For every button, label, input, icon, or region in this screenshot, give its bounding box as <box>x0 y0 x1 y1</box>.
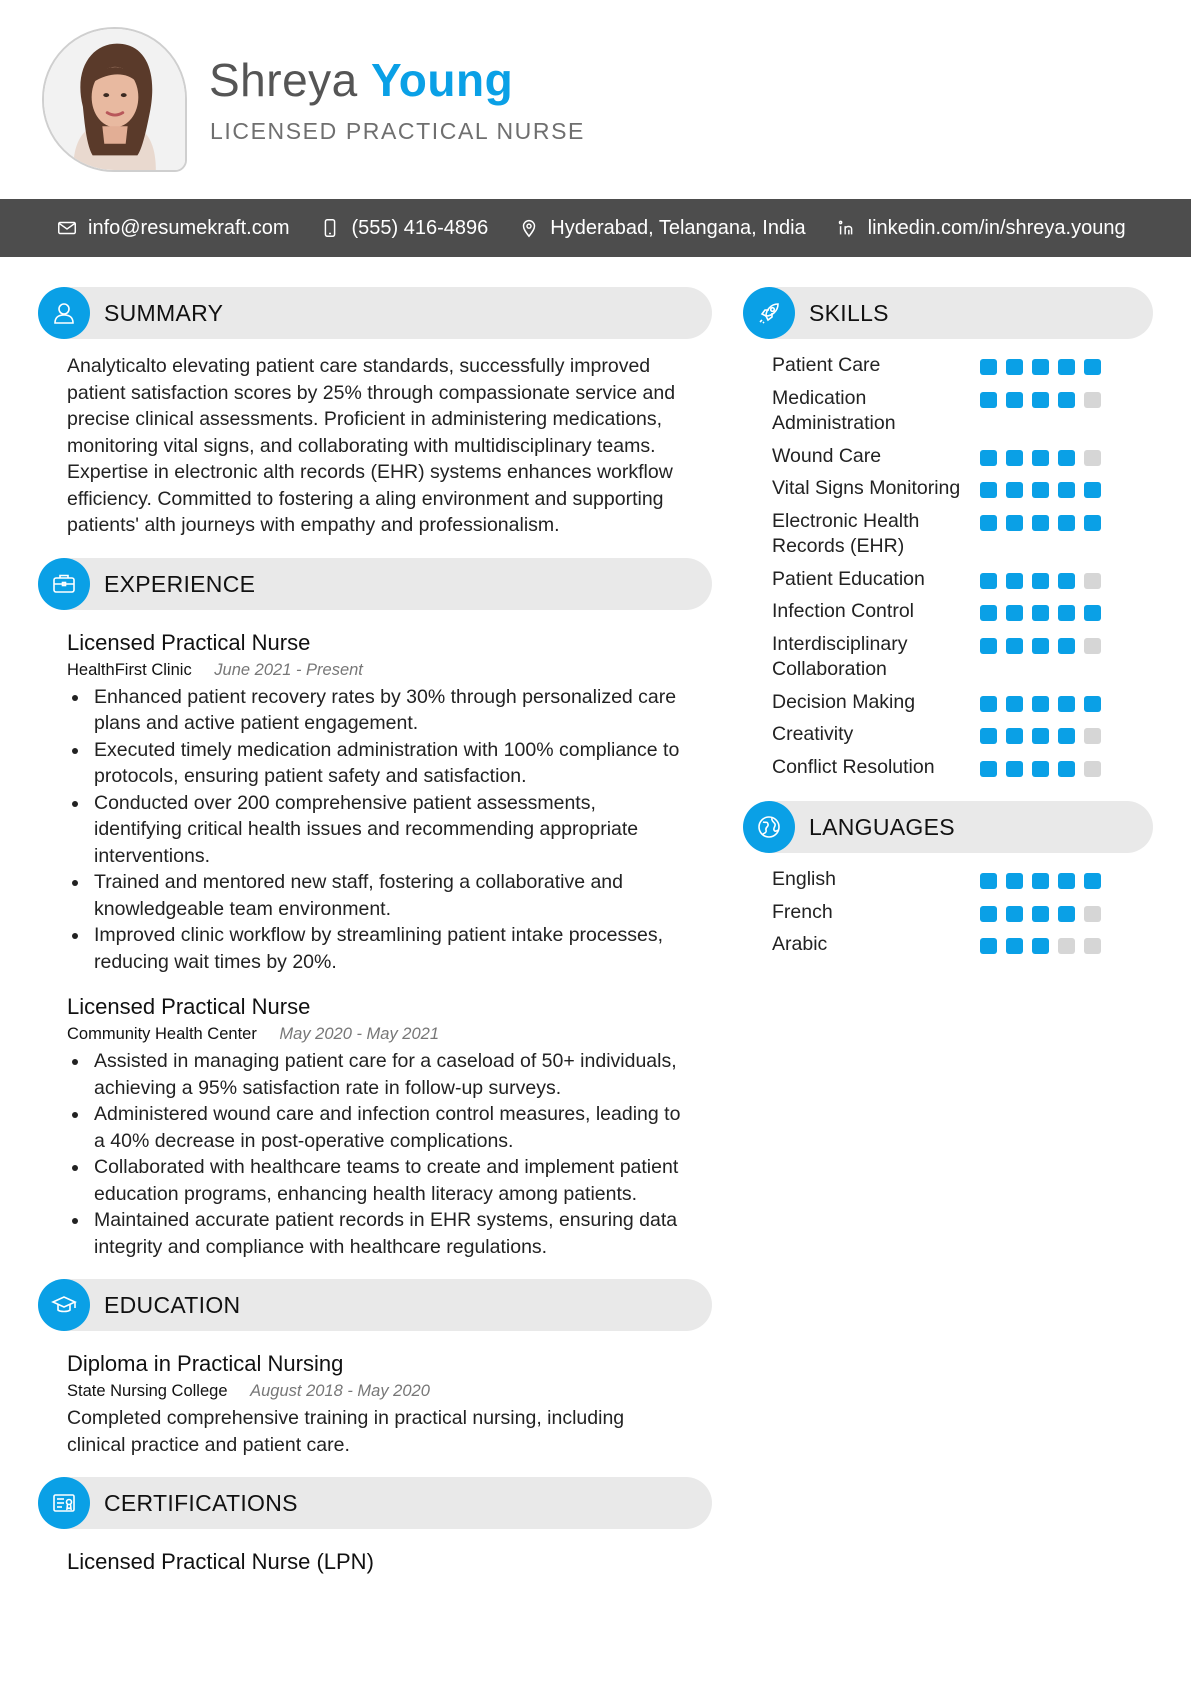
rating-dot-filled <box>1058 573 1075 589</box>
phone-icon <box>319 217 341 239</box>
skill-rating <box>980 690 1101 712</box>
rating-dot-filled <box>980 450 997 466</box>
language-name: Arabic <box>772 933 828 955</box>
profile-photo <box>42 27 187 172</box>
rating-dot-filled <box>1032 392 1049 408</box>
rating-dot-filled <box>1032 450 1049 466</box>
contact-phone[interactable] <box>319 217 488 240</box>
education-entry <box>67 1350 712 1458</box>
languages-list <box>772 867 1153 958</box>
job-bullet: Assisted in managing patient care for a caseload of 50+ individuals, achieving a 95% satisfaction rate in follow-up surveys. <box>67 1048 687 1101</box>
globe-icon <box>755 813 783 841</box>
languages-title: LANGUAGES <box>809 814 955 840</box>
skill-name: Vital Signs Monitoring <box>772 477 961 499</box>
skill-rating <box>980 444 1101 466</box>
skill-row <box>772 509 1153 560</box>
skill-row <box>772 599 1153 625</box>
contact-location <box>518 217 805 240</box>
rating-dot-filled <box>980 482 997 498</box>
job-meta <box>67 1023 712 1045</box>
experience-title: EXPERIENCE <box>104 570 256 597</box>
language-row <box>772 932 1153 958</box>
location-pin-icon <box>518 217 540 239</box>
rating-dot-empty <box>1084 392 1101 408</box>
rating-dot-filled <box>1006 515 1023 531</box>
certification-entry <box>67 1548 712 1576</box>
skill-row <box>772 632 1153 683</box>
rating-dot-filled <box>1032 638 1049 654</box>
job-bullet: Improved clinic workflow by streamlining patient intake processes, reducing wait times by 20%. <box>67 922 687 975</box>
phone-text: (555) 416-4896 <box>351 216 489 239</box>
education-title: EDUCATION <box>104 1292 241 1318</box>
job-title: Licensed Practical Nurse <box>67 994 311 1019</box>
skill-row <box>772 755 1153 781</box>
language-name: English <box>772 868 836 890</box>
linkedin-text: linkedin.com/in/shreya.young <box>867 216 1126 239</box>
rating-dot-filled <box>1058 450 1075 466</box>
language-rating <box>980 867 1101 889</box>
experience-heading <box>64 558 712 610</box>
job-bullets <box>67 1048 712 1260</box>
rating-dot-filled <box>1058 761 1075 777</box>
rating-dot-filled <box>1006 359 1023 375</box>
rating-dot-filled <box>1006 906 1023 922</box>
contact-email[interactable] <box>56 217 289 240</box>
rating-dot-filled <box>1006 873 1023 889</box>
resume-header <box>0 0 1191 199</box>
skill-rating <box>980 632 1101 654</box>
skill-rating <box>980 386 1101 408</box>
skill-rating <box>980 567 1101 589</box>
language-row <box>772 900 1153 926</box>
certificate-icon <box>50 1489 78 1517</box>
job-company: Community Health Center <box>67 1025 257 1043</box>
rating-dot-filled <box>1084 873 1101 889</box>
job-entry <box>67 993 712 1260</box>
email-text: info@resumekraft.com <box>88 216 290 239</box>
education-dates: August 2018 - May 2020 <box>250 1382 430 1400</box>
rating-dot-filled <box>1032 573 1049 589</box>
rating-dot-empty <box>1084 450 1101 466</box>
rating-dot-filled <box>1084 605 1101 621</box>
summary-heading <box>64 287 712 339</box>
rating-dot-filled <box>1058 605 1075 621</box>
skill-rating <box>980 353 1101 375</box>
skills-title: SKILLS <box>809 300 889 326</box>
briefcase-icon <box>50 570 78 598</box>
rating-dot-filled <box>1032 605 1049 621</box>
rating-dot-empty <box>1084 728 1101 744</box>
rating-dot-filled <box>980 515 997 531</box>
education-heading-badge <box>38 1279 90 1331</box>
rating-dot-filled <box>1058 728 1075 744</box>
skill-row <box>772 476 1153 502</box>
contact-bar <box>0 199 1191 257</box>
graduation-cap-icon <box>50 1291 78 1319</box>
last-name: Young <box>371 54 514 106</box>
education-meta <box>67 1380 712 1402</box>
skill-rating <box>980 599 1101 621</box>
rating-dot-filled <box>1006 761 1023 777</box>
skill-name: Wound Care <box>772 444 882 467</box>
rating-dot-filled <box>1006 573 1023 589</box>
summary-text: Analyticalto elevating patient care standards, successfully improved patient satisfaction scores by 25% through compassionate service and precise clinical assessments. Proficient in administering medications, monitoring vital signs, and collaborating with multidisciplinary teams. Expertise in electronic alth records (EHR) systems enhances workflow efficiency. Committed to fostering a aling environment and supporting patients' alth journeys with empathy and professionalism. <box>67 355 676 536</box>
job-bullet: Maintained accurate patient records in EHR systems, ensuring data integrity and compliance with healthcare regulations. <box>67 1207 687 1260</box>
language-rating <box>980 900 1101 922</box>
job-entry <box>67 629 712 976</box>
mail-icon <box>56 217 78 239</box>
skill-row <box>772 690 1153 716</box>
user-icon <box>50 299 78 327</box>
job-title: Licensed Practical Nurse <box>67 629 311 655</box>
job-bullet: Conducted over 200 comprehensive patient assessments, identifying critical health issues and recommending appropriate interventions. <box>67 790 687 870</box>
skill-name: Patient Education <box>772 567 925 590</box>
skill-row <box>772 722 1153 748</box>
rating-dot-filled <box>980 573 997 589</box>
certifications-title: CERTIFICATIONS <box>104 1490 298 1516</box>
language-name: French <box>772 900 833 923</box>
job-bullets <box>67 684 712 976</box>
rating-dot-filled <box>1032 728 1049 744</box>
rating-dot-filled <box>980 728 997 744</box>
job-meta <box>67 659 712 681</box>
rating-dot-filled <box>1006 728 1023 744</box>
certifications-heading-badge <box>38 1477 90 1529</box>
skill-row <box>772 567 1153 593</box>
job-bullet: Collaborated with healthcare teams to create and implement patient education programs, enhancing health literacy among patients. <box>67 1154 687 1207</box>
right-column <box>743 287 1153 965</box>
rating-dot-filled <box>1006 938 1023 954</box>
rating-dot-filled <box>1032 482 1049 498</box>
skill-rating <box>980 509 1101 531</box>
rating-dot-filled <box>1058 873 1075 889</box>
rating-dot-filled <box>980 605 997 621</box>
rating-dot-empty <box>1084 938 1101 954</box>
skill-name: Electronic Health Records (EHR) <box>772 509 920 557</box>
rating-dot-filled <box>1058 696 1075 712</box>
job-bullet: Administered wound care and infection control measures, leading to a 40% decrease in post-operative complications. <box>67 1101 687 1154</box>
skill-rating <box>980 476 1101 498</box>
rating-dot-filled <box>1006 482 1023 498</box>
skill-name: Conflict Resolution <box>772 755 935 778</box>
skill-row <box>772 353 1153 379</box>
skill-row <box>772 386 1153 437</box>
location-text: Hyderabad, Telangana, India <box>550 216 806 239</box>
skills-list <box>772 353 1153 780</box>
job-bullet: Enhanced patient recovery rates by 30% through personalized care plans and active patient engagement. <box>67 684 687 737</box>
rating-dot-filled <box>1032 906 1049 922</box>
rating-dot-filled <box>1084 359 1101 375</box>
rating-dot-filled <box>1006 392 1023 408</box>
rocket-icon <box>755 299 783 327</box>
rating-dot-filled <box>1058 515 1075 531</box>
rating-dot-filled <box>1032 761 1049 777</box>
candidate-title: LICENSED PRACTICAL NURSE <box>210 118 585 144</box>
rating-dot-filled <box>980 761 997 777</box>
rating-dot-filled <box>1084 515 1101 531</box>
rating-dot-filled <box>1058 906 1075 922</box>
job-bullet: Executed timely medication administration with 100% compliance to protocols, ensuring patient safety and satisfaction. <box>67 737 687 790</box>
linkedin-icon <box>836 217 858 239</box>
rating-dot-filled <box>1032 696 1049 712</box>
language-row <box>772 867 1153 893</box>
certifications-heading <box>64 1477 712 1529</box>
experience-heading-badge <box>38 558 90 610</box>
rating-dot-filled <box>1032 515 1049 531</box>
candidate-name <box>209 50 513 110</box>
summary-heading-badge <box>38 287 90 339</box>
degree-title: Diploma in Practical Nursing <box>67 1351 344 1376</box>
job-dates: June 2021 - Present <box>214 660 363 679</box>
rating-dot-empty <box>1084 573 1101 589</box>
rating-dot-filled <box>980 359 997 375</box>
rating-dot-filled <box>980 906 997 922</box>
skill-name: Patient Care <box>772 354 881 376</box>
rating-dot-filled <box>1058 482 1075 498</box>
contact-linkedin[interactable] <box>836 217 1126 240</box>
skill-rating <box>980 722 1101 744</box>
skill-name: Creativity <box>772 723 854 745</box>
rating-dot-empty <box>1084 761 1101 777</box>
skills-heading-badge <box>743 287 795 339</box>
job-company: HealthFirst Clinic <box>67 660 192 679</box>
languages-heading-badge <box>743 801 795 853</box>
language-rating <box>980 932 1101 954</box>
rating-dot-empty <box>1084 906 1101 922</box>
rating-dot-filled <box>1032 359 1049 375</box>
rating-dot-filled <box>1058 359 1075 375</box>
rating-dot-filled <box>1006 605 1023 621</box>
rating-dot-filled <box>980 696 997 712</box>
skill-name: Decision Making <box>772 690 916 713</box>
rating-dot-empty <box>1058 938 1075 954</box>
skills-heading <box>769 287 1153 339</box>
education-description: Completed comprehensive training in practical nursing, including clinical practice and patient care. <box>67 1407 625 1456</box>
job-bullet: Trained and mentored new staff, fostering a collaborative and knowledgeable team environment. <box>67 869 687 922</box>
rating-dot-filled <box>980 392 997 408</box>
rating-dot-filled <box>1006 696 1023 712</box>
rating-dot-filled <box>1006 638 1023 654</box>
first-name: Shreya <box>209 54 358 106</box>
rating-dot-filled <box>980 638 997 654</box>
rating-dot-filled <box>1058 392 1075 408</box>
rating-dot-filled <box>1084 482 1101 498</box>
school-name: State Nursing College <box>67 1382 228 1400</box>
skill-name: Interdisciplinary Collaboration <box>772 632 908 680</box>
education-heading <box>64 1279 712 1331</box>
rating-dot-filled <box>1084 696 1101 712</box>
job-dates: May 2020 - May 2021 <box>279 1025 440 1043</box>
rating-dot-filled <box>1006 450 1023 466</box>
skill-name: Infection Control <box>772 600 914 622</box>
summary-title: SUMMARY <box>104 300 224 326</box>
certification-title: Licensed Practical Nurse (LPN) <box>67 1549 374 1574</box>
skill-rating <box>980 755 1101 777</box>
skill-row <box>772 444 1153 470</box>
left-column <box>38 287 712 1576</box>
rating-dot-filled <box>980 873 997 889</box>
rating-dot-filled <box>1058 638 1075 654</box>
languages-heading <box>769 801 1153 853</box>
rating-dot-filled <box>1032 873 1049 889</box>
skill-name: Medication Administration <box>772 386 896 434</box>
rating-dot-filled <box>980 938 997 954</box>
rating-dot-empty <box>1084 638 1101 654</box>
rating-dot-filled <box>1032 938 1049 954</box>
